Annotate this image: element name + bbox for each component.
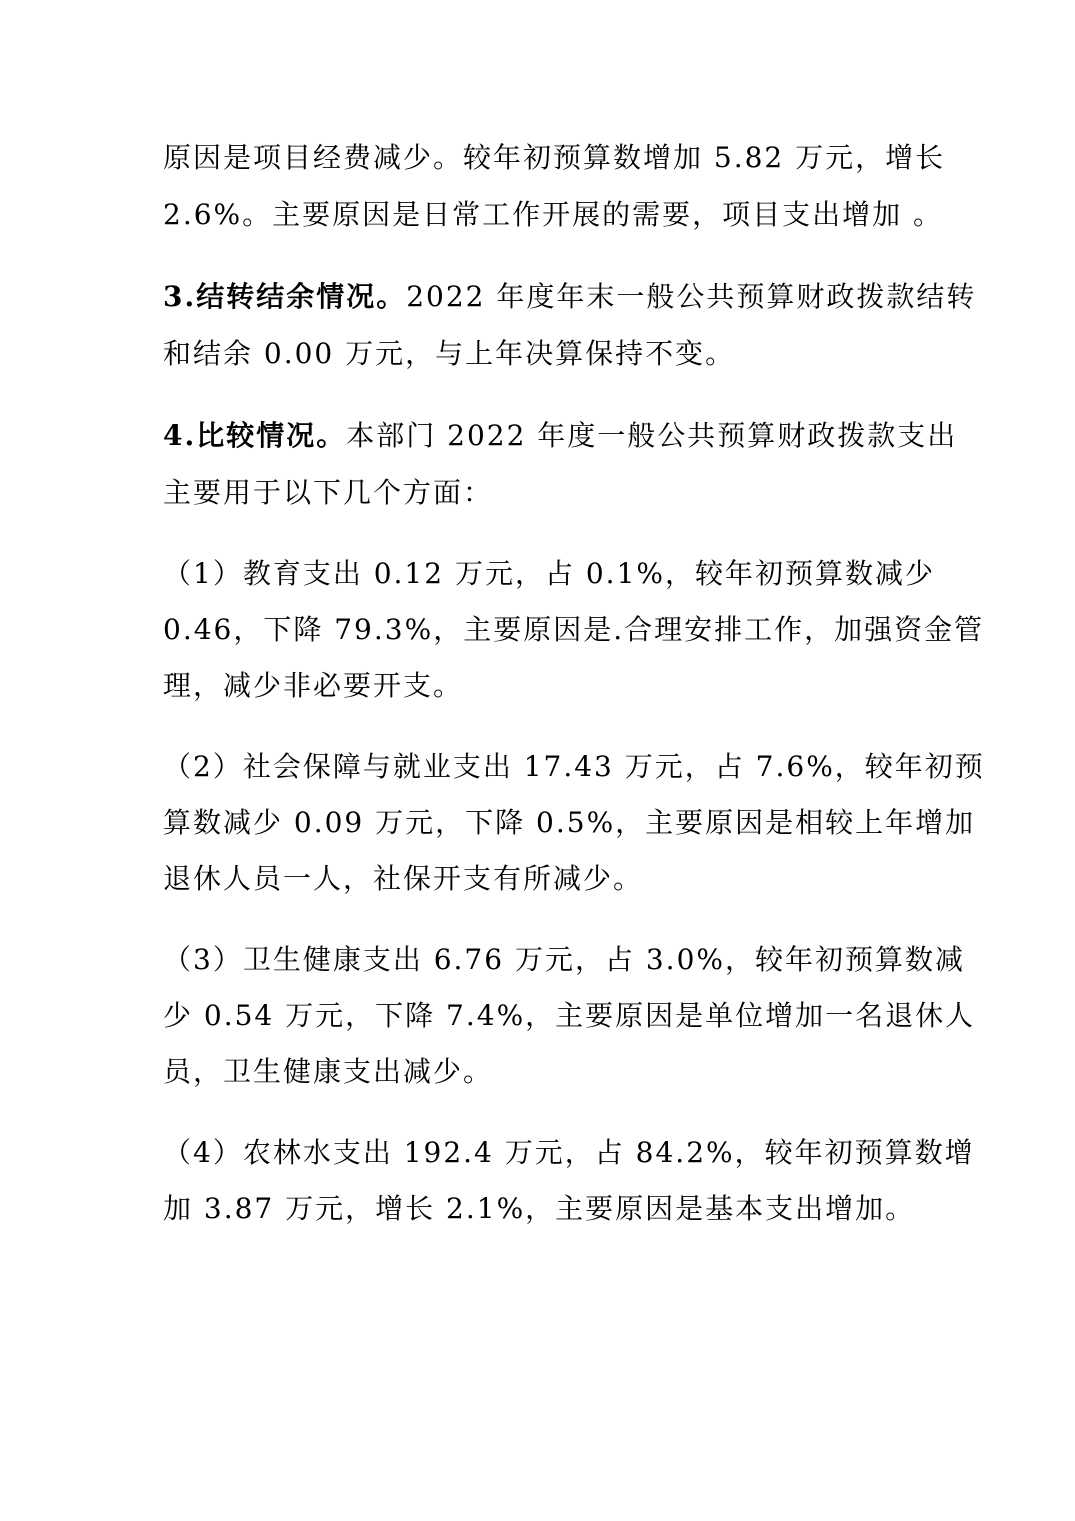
text-line: 2.6%。主要原因是日常工作开展的需要，项目支出增加 。 — [163, 198, 944, 231]
list-item-line: 退休人员一人，社保开支有所减少。 — [163, 862, 644, 895]
section-heading-4: 4.比较情况。 — [163, 419, 347, 452]
list-item-line: 算数减少 0.09 万元，下降 0.5%，主要原因是相较上年增加 — [163, 806, 976, 839]
text-line: 主要用于以下几个方面： — [163, 476, 494, 509]
text-line: 2022 年度年末一般公共预算财政拨款结转 — [406, 280, 977, 313]
list-item-line: 0.46，下降 79.3%，主要原因是.合理安排工作，加强资金管 — [163, 613, 985, 646]
list-item-line: 加 3.87 万元，增长 2.1%，主要原因是基本支出增加。 — [163, 1192, 916, 1225]
text-line: 本部门 2022 年度一般公共预算财政拨款支出 — [346, 419, 958, 452]
list-item-line: 员，卫生健康支出减少。 — [163, 1055, 494, 1088]
list-item-line: （2）社会保障与就业支出 17.43 万元，占 7.6%，较年初预 — [163, 750, 985, 783]
paragraph-4 — [163, 418, 957, 454]
list-item-line: （3）卫生健康支出 6.76 万元，占 3.0%，较年初预算数减 — [163, 943, 965, 976]
list-item-line: 少 0.54 万元，下降 7.4%，主要原因是单位增加一名退休人 — [163, 999, 976, 1032]
paragraph-3 — [163, 279, 976, 315]
list-item-line: （4）农林水支出 192.4 万元，占 84.2%，较年初预算数增 — [163, 1136, 975, 1169]
list-item-line: （1）教育支出 0.12 万元，占 0.1%，较年初预算数减少 — [163, 557, 935, 590]
text-line: 原因是项目经费减少。较年初预算数增加 5.82 万元，增长 — [163, 141, 946, 174]
text-line: 和结余 0.00 万元，与上年决算保持不变。 — [163, 337, 736, 370]
section-heading-3: 3.结转结余情况。 — [163, 280, 407, 313]
list-item-line: 理，减少非必要开支。 — [163, 669, 464, 702]
